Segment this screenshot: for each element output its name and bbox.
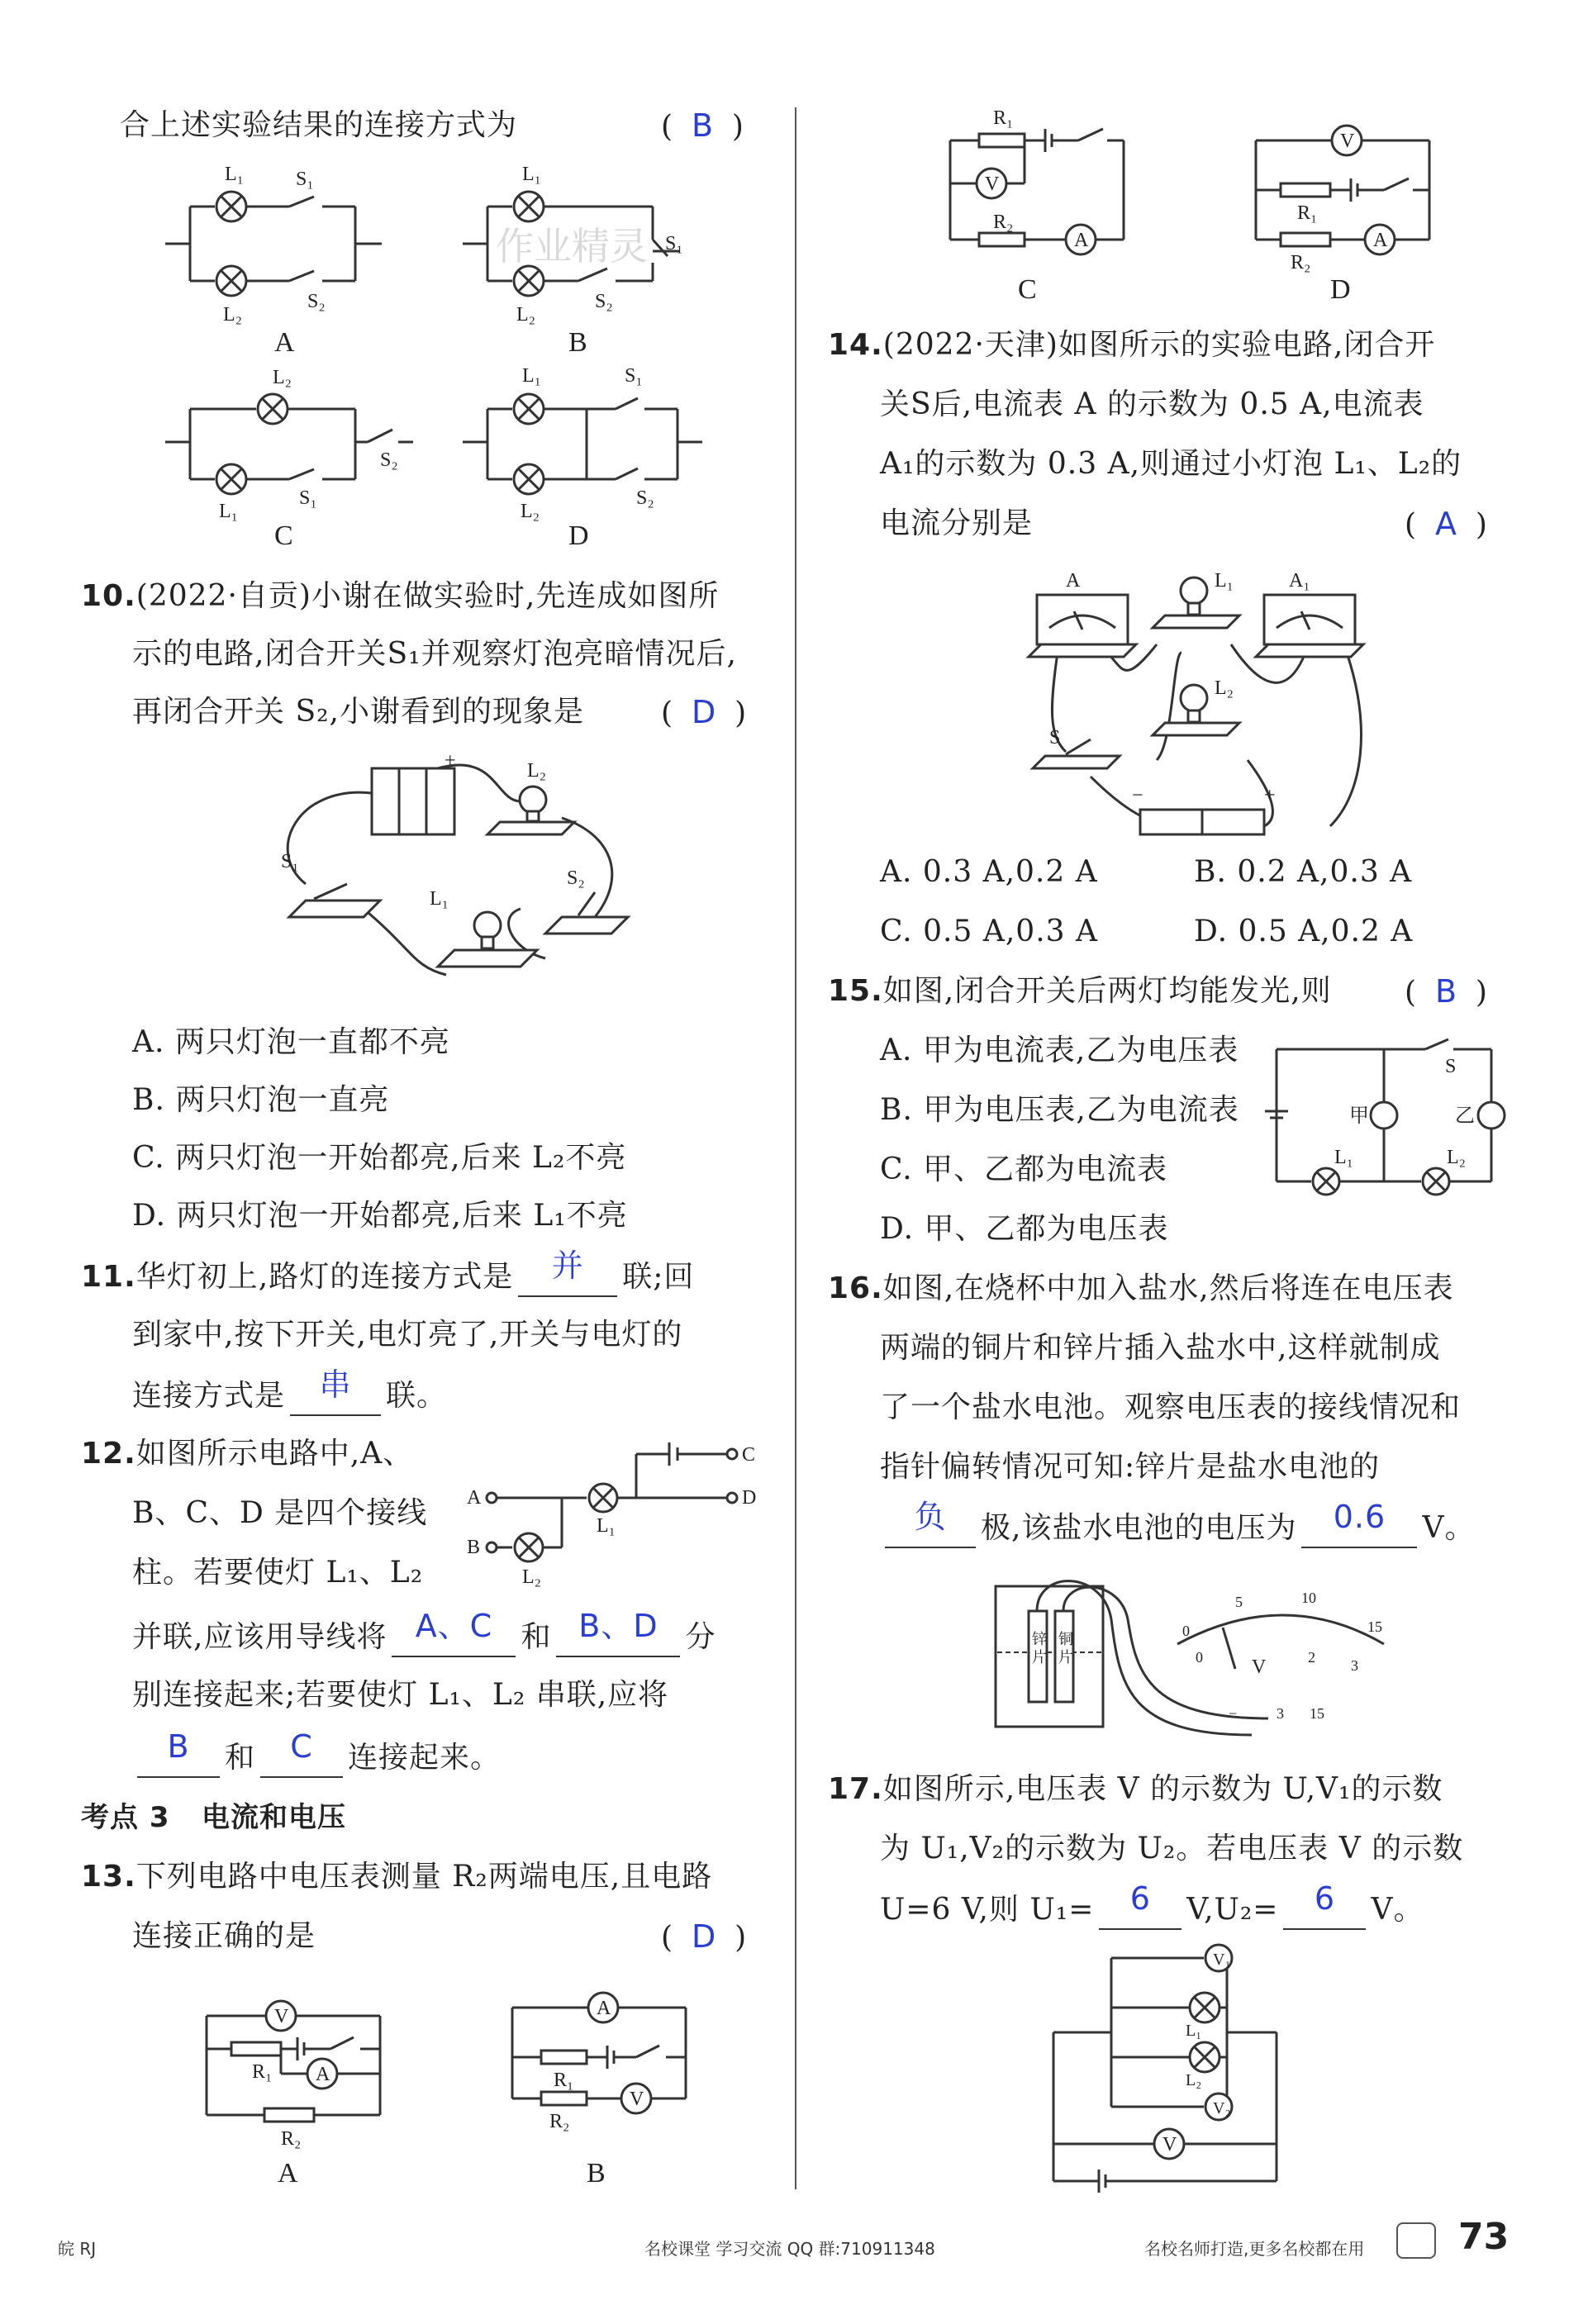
svg-text:L₁: L₁ — [430, 888, 449, 910]
q9-tail: 合上述实验结果的连接方式为 — [120, 108, 518, 142]
q11-line3: 连接方式是 串 联。 — [132, 1376, 447, 1416]
svg-text:S₂: S₂ — [307, 291, 326, 312]
q17-line1: 17.如图所示,电压表 V 的示数为 U,V₁的示数 — [828, 1772, 1443, 1806]
q13-fig-label-b: B — [587, 2158, 606, 2189]
q14-line1: 14.(2022·天津)如图所示的实验电路,闭合开 — [828, 328, 1436, 362]
q13-figure-c — [942, 107, 1140, 256]
svg-text:S₂: S₂ — [636, 487, 654, 509]
svg-text:S₁: S₁ — [665, 233, 683, 254]
q12-line6: B 和 C 连接起来。 — [132, 1738, 501, 1778]
q14-line3: A₁的示数为 0.3 A,则通过小灯泡 L₁、L₂的 — [880, 447, 1462, 481]
svg-text:+: + — [445, 750, 456, 772]
svg-text:S₁: S₁ — [296, 169, 314, 190]
section-3-heading: 考点 3 电流和电压 — [81, 1801, 347, 1834]
q12-line3: 柱。若要使灯 L₁、L₂ — [132, 1556, 424, 1590]
svg-text:L₂: L₂ — [223, 304, 243, 326]
q14-option-d: D. 0.5 A,0.2 A — [1194, 915, 1414, 948]
svg-text:−: − — [1132, 785, 1143, 806]
footer-slogan: 名校名师打造,更多名校都在用 — [1144, 2239, 1365, 2259]
svg-text:L₂: L₂ — [516, 304, 536, 326]
q10-answer-paren: ( D ) — [661, 694, 747, 730]
svg-text:L₂: L₂ — [522, 1566, 542, 1588]
q13-fig-label-a: A — [278, 2158, 298, 2189]
svg-text:2: 2 — [1308, 1649, 1315, 1666]
q14-option-c: C. 0.5 A,0.3 A — [880, 915, 1098, 948]
svg-text:L₁: L₁ — [522, 365, 542, 387]
svg-text:R₂: R₂ — [993, 211, 1014, 233]
svg-text:L₁: L₁ — [225, 164, 245, 185]
publisher-logo-icon — [1396, 2222, 1436, 2259]
q15-option-b: B. 甲为电压表,乙为电流表 — [880, 1093, 1239, 1127]
q9-fig-label-a: A — [274, 327, 295, 358]
svg-text:L₁: L₁ — [1215, 570, 1234, 592]
q10-figure — [248, 752, 661, 1000]
q9-fig-label-b: B — [568, 327, 587, 358]
svg-text:铜: 铜 — [1058, 1631, 1073, 1647]
svg-text:L₁: L₁ — [597, 1515, 616, 1537]
q13-fig-label-c: C — [1018, 274, 1037, 305]
svg-text:C: C — [742, 1444, 756, 1466]
svg-text:A: A — [316, 2064, 330, 2085]
svg-text:A: A — [467, 1487, 482, 1509]
q17-line2: 为 U₁,V₂的示数为 U₂。若电压表 V 的示数 — [880, 1832, 1464, 1865]
svg-text:R₁: R₁ — [1297, 202, 1318, 224]
q15-answer-paren: ( B ) — [1405, 973, 1487, 1010]
svg-text:V: V — [1162, 2134, 1177, 2155]
svg-text:L₂: L₂ — [1215, 677, 1234, 699]
svg-text:−: − — [1229, 1705, 1238, 1722]
svg-text:L₁: L₁ — [1186, 2022, 1202, 2040]
svg-text:片: 片 — [1058, 1649, 1073, 1666]
svg-text:S₁: S₁ — [281, 851, 299, 872]
q15-option-a: A. 甲为电流表,乙为电压表 — [880, 1034, 1239, 1067]
svg-text:A: A — [597, 1998, 611, 2019]
watermark: 作业精灵 — [496, 224, 648, 269]
svg-text:R₁: R₁ — [554, 2070, 574, 2091]
q13-figure-d — [1248, 107, 1446, 273]
q16-figure — [987, 1570, 1417, 1760]
q11-line1: 11.华灯初上,路灯的连接方式是 并 联;回 — [81, 1257, 694, 1297]
q14-line2: 关S后,电流表 A 的示数为 0.5 A,电流表 — [880, 387, 1424, 421]
q9-figure-c — [165, 364, 413, 529]
svg-text:S₂: S₂ — [380, 449, 398, 471]
svg-text:S₂: S₂ — [567, 867, 585, 889]
svg-text:10: 10 — [1301, 1590, 1316, 1606]
q9-answer-paren: ( B ) — [661, 107, 744, 144]
q12-line5: 别连接起来;若要使灯 L₁、L₂ 串联,应将 — [132, 1678, 669, 1712]
svg-text:V: V — [1340, 131, 1355, 152]
svg-text:L₂: L₂ — [273, 367, 292, 388]
svg-text:片: 片 — [1032, 1649, 1047, 1666]
q10-line1: 10.(2022·自贡)小谢在做实验时,先连成如图所 — [81, 579, 720, 613]
svg-text:R₁: R₁ — [252, 2061, 273, 2083]
q13-line2: 连接正确的是 — [132, 1919, 316, 1953]
q14-answer-paren: ( A ) — [1405, 506, 1487, 542]
q13-figure-b — [504, 1983, 702, 2156]
q10-line3: 再闭合开关 S₂,小谢看到的现象是 — [132, 695, 584, 729]
svg-text:R₂: R₂ — [1291, 252, 1311, 273]
q10-option-a: A. 两只灯泡一直都不亮 — [132, 1025, 450, 1059]
svg-text:L₂: L₂ — [1186, 2071, 1202, 2089]
q15-option-c: C. 甲、乙都为电流表 — [880, 1152, 1168, 1186]
q10-line2: 示的电路,闭合开关S₁并观察灯泡亮暗情况后, — [132, 637, 737, 671]
footer-qq-group: 名校课堂 学习交流 QQ 群:710911348 — [644, 2239, 935, 2259]
svg-text:L₁: L₁ — [1334, 1147, 1354, 1168]
svg-text:S₂: S₂ — [595, 291, 613, 312]
svg-text:D: D — [742, 1487, 757, 1509]
svg-text:A₁: A₁ — [1289, 570, 1310, 592]
q14-option-b: B. 0.2 A,0.3 A — [1194, 855, 1413, 889]
svg-text:V: V — [274, 2006, 289, 2027]
q14-line4: 电流分别是 — [880, 506, 1034, 540]
q15-figure — [1260, 1033, 1516, 1198]
q12-line2: B、C、D 是四个接线 — [132, 1496, 428, 1530]
svg-text:0: 0 — [1182, 1623, 1190, 1639]
q11-line2: 到家中,按下开关,电灯亮了,开关与电灯的 — [132, 1318, 683, 1352]
svg-text:3: 3 — [1351, 1657, 1358, 1674]
q10-option-d: D. 两只灯泡一开始都亮,后来 L₁不亮 — [132, 1199, 628, 1233]
svg-text:S: S — [1445, 1056, 1457, 1077]
svg-text:V: V — [630, 2089, 644, 2110]
footer-edition: 皖 RJ — [58, 2239, 97, 2259]
svg-text:S₁: S₁ — [625, 365, 643, 387]
svg-text:R₂: R₂ — [549, 2111, 570, 2132]
svg-text:15: 15 — [1367, 1618, 1382, 1635]
q17-line3: U=6 V,则 U₁= 6 V,U₂= 6 V。 — [880, 1890, 1424, 1930]
svg-text:V₁: V₁ — [1213, 1951, 1231, 1969]
svg-text:V₂: V₂ — [1213, 2099, 1231, 2117]
q17-figure — [1045, 1950, 1293, 2198]
svg-text:L₁: L₁ — [522, 164, 542, 185]
svg-text:锌: 锌 — [1032, 1631, 1047, 1647]
svg-text:L₂: L₂ — [521, 501, 540, 522]
q9-figure-a — [165, 165, 397, 330]
q13-figure-a — [198, 1983, 397, 2156]
q16-line3: 了一个盐水电池。观察电压表的接线情况和 — [880, 1390, 1462, 1424]
q16-line1: 16.如图,在烧杯中加入盐水,然后将连在电压表 — [828, 1271, 1454, 1305]
q13-line1: 13.下列电路中电压表测量 R₂两端电压,且电路 — [81, 1860, 713, 1894]
q15-option-d: D. 甲、乙都为电压表 — [880, 1212, 1169, 1246]
q12-line4: 并联,应该用导线将 A、C 和 B、D 分 — [132, 1618, 716, 1657]
svg-text:15: 15 — [1310, 1705, 1324, 1722]
svg-text:S: S — [1049, 727, 1061, 749]
q12-figure — [463, 1429, 777, 1594]
q16-line2: 两端的铜片和锌片插入盐水中,这样就制成 — [880, 1331, 1441, 1365]
page-number: 73 — [1458, 2216, 1510, 2258]
q14-figure — [1016, 562, 1372, 843]
svg-text:S₁: S₁ — [299, 487, 317, 509]
q13-fig-label-d: D — [1330, 274, 1351, 305]
svg-text:A: A — [1066, 570, 1081, 592]
svg-text:L₂: L₂ — [527, 760, 547, 782]
svg-text:3: 3 — [1277, 1705, 1284, 1722]
q14-option-a: A. 0.3 A,0.2 A — [880, 855, 1098, 889]
q9-fig-label-c: C — [274, 520, 293, 551]
svg-text:R₂: R₂ — [281, 2128, 302, 2150]
svg-text:A: A — [1074, 230, 1089, 251]
svg-text:V: V — [1252, 1656, 1267, 1678]
q12-line1: 12.如图所示电路中,A、 — [81, 1437, 414, 1471]
q13-answer-paren: ( D ) — [661, 1918, 747, 1955]
svg-text:乙: 乙 — [1455, 1105, 1475, 1127]
svg-text:R₁: R₁ — [993, 107, 1014, 129]
svg-text:L₁: L₁ — [219, 501, 239, 522]
svg-text:+: + — [1264, 785, 1276, 806]
q16-line5: 负 极,该盐水电池的电压为 0.6 V。 — [880, 1509, 1475, 1548]
q9-fig-label-d: D — [568, 520, 589, 551]
q10-option-c: C. 两只灯泡一开始都亮,后来 L₂不亮 — [132, 1141, 627, 1175]
q10-option-b: B. 两只灯泡一直亮 — [132, 1083, 390, 1117]
svg-text:甲: 甲 — [1349, 1105, 1369, 1127]
svg-text:5: 5 — [1235, 1594, 1243, 1610]
q9-figure-d — [463, 364, 711, 529]
svg-text:V: V — [985, 173, 1000, 195]
svg-text:L₂: L₂ — [1447, 1147, 1467, 1168]
q15-line1: 15.如图,闭合开关后两灯均能发光,则 — [828, 974, 1332, 1008]
svg-text:A: A — [1373, 230, 1388, 251]
svg-text:0: 0 — [1196, 1649, 1203, 1666]
column-divider — [795, 107, 796, 2189]
q16-line4: 指针偏转情况可知:锌片是盐水电池的 — [880, 1450, 1381, 1484]
svg-text:B: B — [467, 1537, 481, 1558]
